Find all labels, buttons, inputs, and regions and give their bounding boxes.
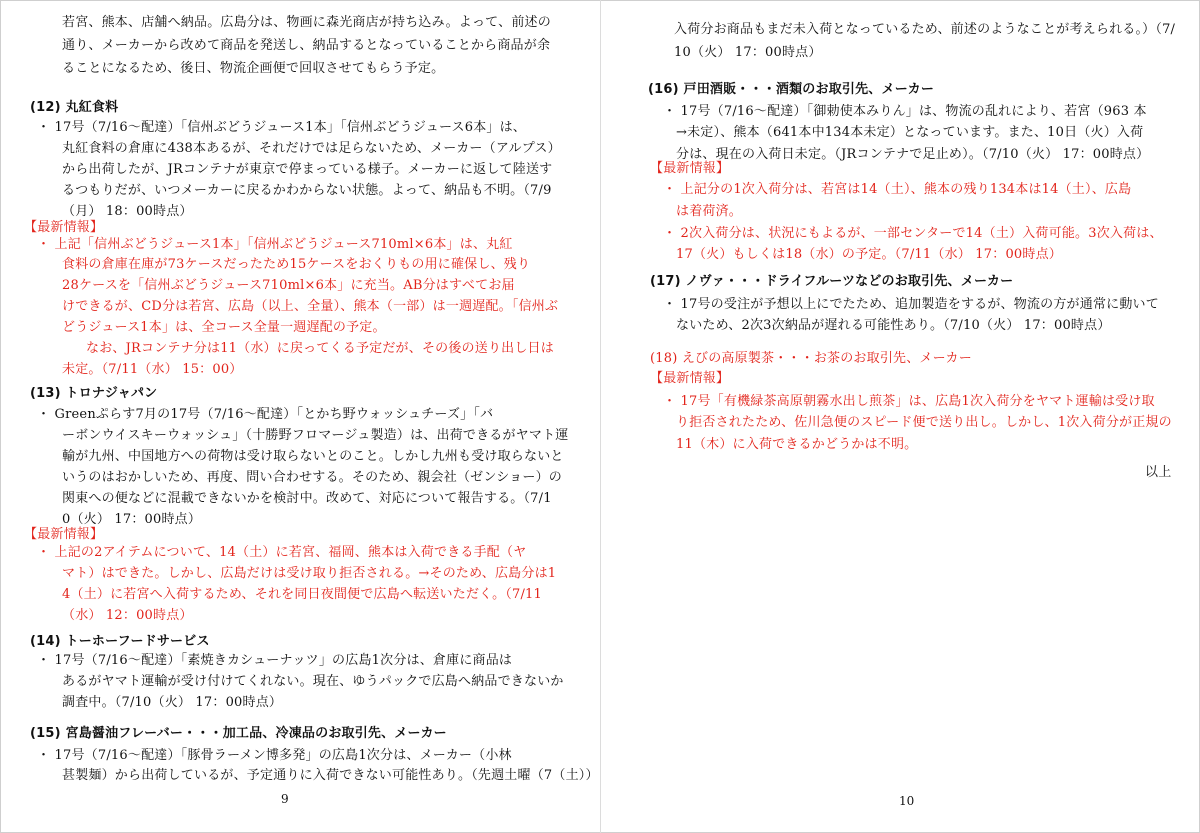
text-line: ・ 17号（7/16～配達）「素焼きカシューナッツ」の広島1次分は、倉庫に商品は: [37, 653, 513, 668]
update-line: けできるが、CD分は若宮、広島（以上、全量）、熊本（一部）は一週遅配。「信州ぶ: [62, 299, 559, 314]
text-line: るつもりだが、いつメーカーに戻るかわからない状態。よって、納品も不明。（7/9: [62, 183, 552, 198]
text-line: ーボンウイスキーウォッシュ」（十勝野フロマージュ製造）は、出荷できるがヤマト運: [62, 428, 569, 443]
text-line: ないため、2次3次納品が遅れる可能性あり。（7/10（火） 17：00時点）: [676, 318, 1111, 333]
text-line: ・ Greenぷらす7月の17号（7/16～配達）「とかち野ウォッシュチーズ」「バ: [37, 407, 494, 422]
update-line: 17（火）もしくは18（水）の予定。（7/11（水） 17：00時点）: [676, 247, 1062, 262]
update-line: マト）はできた。しかし、広島だけは受け取り拒否される。→そのため、広島分は1: [62, 566, 557, 581]
update-line: ・ 上記「信州ぶどうジュース1本」「信州ぶどうジュース710ml×6本」は、丸紅: [37, 237, 513, 252]
update-line: ・ 上記の2アイテムについて、14（土）に若宮、福岡、熊本は入荷できる手配（ヤ: [37, 545, 527, 560]
page-left: [0, 0, 599, 833]
text-line: ・ 17号（7/16～配達）「豚骨ラーメン博多発」の広島1次分は、メーカー（小林: [37, 748, 512, 763]
update-line: どうジュース1本」は、全コース全量一週遅配の予定。: [62, 320, 386, 335]
text-line: 若宮、熊本、店舗へ納品。広島分は、物画に森光商店が持ち込み。よって、前述の: [62, 15, 551, 30]
update-line: 【最新情報】: [24, 527, 104, 542]
text-line: 分は、現在の入荷日未定。（JRコンテナで足止め）。（7/10（火） 17：00時点）: [676, 147, 1150, 162]
update-line: ・ 2次入荷分は、状況にもよるが、一部センターで14（土）入荷可能。3次入荷は、: [663, 226, 1163, 241]
update-line: 28ケースを「信州ぶどうジュース710ml×6本」に充当。AB分はすべてお届: [62, 278, 515, 293]
update-line: 未定。（7/11（水） 15：00）: [62, 362, 243, 377]
update-line: 11（木）に入荷できるかどうかは不明。: [676, 437, 918, 452]
update-line: 【最新情報】: [650, 371, 730, 386]
update-line: 食料の倉庫在庫が73ケースだったため15ケースをおくりもの用に確保し、残り: [62, 257, 531, 272]
text-line: 0（火） 17：00時点）: [62, 512, 202, 527]
text-line: 以上: [1145, 465, 1172, 480]
update-line: (18) えびの高原製茶・・・お茶のお取引先、メーカー: [650, 351, 972, 366]
text-line: （月） 18：00時点）: [62, 204, 193, 219]
text-line: 10（火） 17：00時点）: [674, 45, 822, 60]
text-line: から出荷したが、JRコンテナが東京で停まっている様子。メーカーに返して陸送す: [62, 162, 553, 177]
update-line: 4（土）に若宮へ入荷するため、それを同日夜間便で広島へ転送いただく。（7/11: [62, 587, 542, 602]
section-heading: (16) 戸田酒販・・・酒類のお取引先、メーカー: [648, 82, 935, 97]
text-line: ・ 17号（7/16～配達）「信州ぶどうジュース1本」「信州ぶどうジュース6本」は、: [37, 120, 526, 135]
page-number-left: 9: [281, 792, 289, 806]
page-right: [600, 0, 1200, 833]
text-line: 入荷分お商品もまだ未入荷となっているため、前述のようなことが考えられる。）（7/: [674, 22, 1176, 37]
update-line: （水） 12：00時点）: [62, 608, 193, 623]
text-line: 輸が九州、中国地方への荷物は受け取らないとのこと。しかし九州も受け取らないと: [62, 449, 564, 464]
text-line: ・ 17号の受注が予想以上にでたため、追加製造をするが、物流の方が通常に動いて: [663, 297, 1159, 312]
text-line: いうのはおかしいため、再度、問い合わせする。そのため、親会社（ゼンショー）の: [62, 470, 562, 485]
text-line: 通り、メーカーから改めて商品を発送し、納品するとなっていることから商品が余: [62, 38, 551, 53]
update-line: 【最新情報】: [24, 220, 104, 235]
text-line: 調査中。（7/10（火） 17：00時点）: [62, 695, 283, 710]
text-line: 甚製麺）から出荷しているが、予定通りに入荷できない可能性あり。（先週土曜（7（土））: [62, 768, 599, 783]
update-line: り拒否されたため、佐川急便のスピード便で送り出し。しかし、1次入荷分が正規の: [676, 415, 1172, 430]
text-line: 丸紅食料の倉庫に438本あるが、それだけでは足らないため、メーカー（アルプス）: [62, 141, 561, 156]
update-line: は着荷済。: [676, 204, 743, 219]
section-heading: (13) トロナジャパン: [30, 386, 158, 401]
update-line: ・ 17号「有機緑茶高原朝霧水出し煎茶」は、広島1次入荷分をヤマト運輸は受け取: [663, 394, 1155, 409]
section-heading: (17) ノヴァ・・・ドライフルーツなどのお取引先、メーカー: [650, 274, 1014, 289]
update-line: ・ 上記分の1次入荷分は、若宮は14（土）、熊本の残り134本は14（土）、広島: [663, 182, 1132, 197]
text-line: あるがヤマト運輸が受け付けてくれない。現在、ゆうパックで広島へ納品できないか: [62, 674, 564, 689]
section-heading: (15) 宮島醤油フレーバー・・・加工品、冷凍品のお取引先、メーカー: [30, 726, 447, 741]
text-line: ることになるため、後日、物流企画便で回収させてもらう予定。: [62, 61, 445, 76]
section-heading: (12) 丸紅食料: [30, 100, 119, 115]
text-line: 関東への便などに混載できないかを検討中。改めて、対応について報告する。（7/1: [62, 491, 552, 506]
text-line: →未定）、熊本（641本中134本未定）となっています。また、10日（火）入荷: [676, 125, 1144, 140]
text-line: ・ 17号（7/16～配達）「御勅使本みりん」は、物流の乱れにより、若宮（963 本: [663, 104, 1147, 119]
update-line: 【最新情報】: [650, 161, 730, 176]
update-line: なお、JRコンテナ分は11（水）に戻ってくる予定だが、その後の送り出し日は: [86, 341, 554, 356]
section-heading: (14) トーホーフードサービス: [30, 634, 210, 649]
page-number-right: 10: [899, 794, 915, 808]
